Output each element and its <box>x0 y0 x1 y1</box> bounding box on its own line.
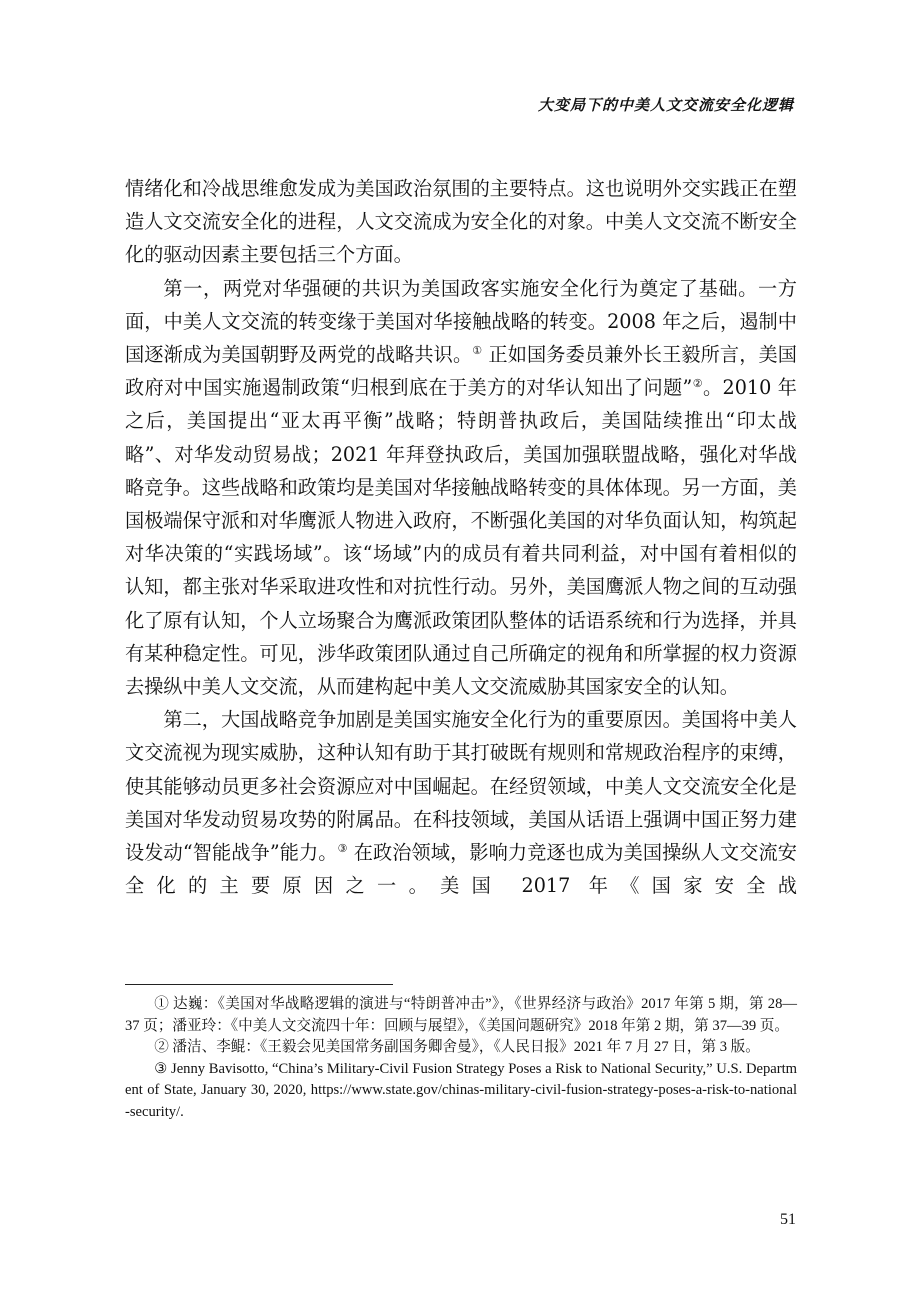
footnote-1: ① 达巍：《美国对华战略逻辑的演进与“特朗普冲击”》，《世界经济与政治》2017 年第 5 期，第 28—37 页；潘亚玲：《中美人文交流四十年：回顾与展望》，《美国问题研究》2018 年第 2 期，第 37—39 页。 <box>125 996 797 1034</box>
footnotes <box>125 994 797 1123</box>
paragraph-text: 第一，两党对华强硬的共识为美国政客实施安全化行为奠定了基础。一方面，中美人文交流的转变缘于美国对华接触战略的转变。2008 年之后，遏制中国逐渐成为美国朝野及两党的战略共识。 <box>125 276 797 367</box>
paragraph-text: 第二，大国战略竞争加剧是美国实施安全化行为的重要原因。美国将中美人文交流视为现实威胁，这种认知有助于其打破既有规则和常规政治程序的束缚，使其能够动员更多社会资源应对中国崛起。在经贸领域，中美人文交流安全化是美国对华发动贸易攻势的附属品。在科技领域，美国从话语上强调中国正努力建设发动“智能战争”能力。 <box>125 708 797 865</box>
paragraph-1 <box>125 172 797 272</box>
footnote-ref-2[interactable]: ② <box>692 377 703 391</box>
paragraph-3 <box>125 703 797 902</box>
running-head: 大变局下的中美人文交流安全化逻辑 <box>537 96 794 114</box>
paragraph-2 <box>125 272 797 704</box>
paragraph-text: 。2010 年之后，美国提出“亚太再平衡”战略；特朗普执政后，美国陆续推出“印太战略”、对华发动贸易战；2021 年拜登执政后，美国加强联盟战略，强化对华战略竞争。这些战略和政策均是美国对华接触战略转变的具体体现。另一方面，美国极端保守派和对华鹰派人物进入政府，不断强化美国的对华负面认知，构筑起对华决策的“实践场域”。该“场域”内的成员有着共同利益，对中国有着相似的认知，都主张对华采取进攻性和对抗性行动。另外，美国鹰派人物之间的互动强化了原有认知，个人立场聚合为鹰派政策团队整体的话语系统和行为选择，并具有某种稳定性。可见，涉华政策团队通过自己所确定的视角和所掌握的权力资源去操纵中美人文交流，从而建构起中美人文交流威胁其国家安全的认知。 <box>125 376 797 699</box>
footnote-ref-1[interactable]: ① <box>472 344 483 358</box>
paragraph-text: 正如国务委员兼外长王毅所言，美国政府对中国实施遏制政策“归根到底在于美方的对华认知出了问题” <box>125 343 797 400</box>
page-number: 51 <box>780 1211 796 1228</box>
paragraph-text: 在政治领域，影响力竞逐也成为美国操纵人文交流安全化的主要原因之一。美国 2017 年《国家安全战 <box>125 841 797 898</box>
footnote-3: ③ Jenny Bavisotto, “China’s Military-Civil Fusion Strategy Poses a Risk to National Security,” U.S. Department of State, January 30, 2020, https://www.state.gov/chinas-military-civil-fusion-strategy-poses-a-risk-to-national-security/. <box>125 1060 797 1120</box>
footnote-divider <box>125 984 393 985</box>
paragraph-text: 情绪化和冷战思维愈发成为美国政治氛围的主要特点。这也说明外交实践正在塑造人文交流安全化的进程，人文交流成为安全化的对象。中美人文交流不断安全化的驱动因素主要包括三个方面。 <box>125 177 797 267</box>
footnote-ref-3[interactable]: ③ <box>337 842 348 856</box>
body-text <box>125 172 797 902</box>
footnote-2: ② 潘洁、李鲲：《王毅会见美国常务副国务卿舍曼》，《人民日报》2021 年 7 月 27 日，第 3 版。 <box>154 1039 760 1055</box>
